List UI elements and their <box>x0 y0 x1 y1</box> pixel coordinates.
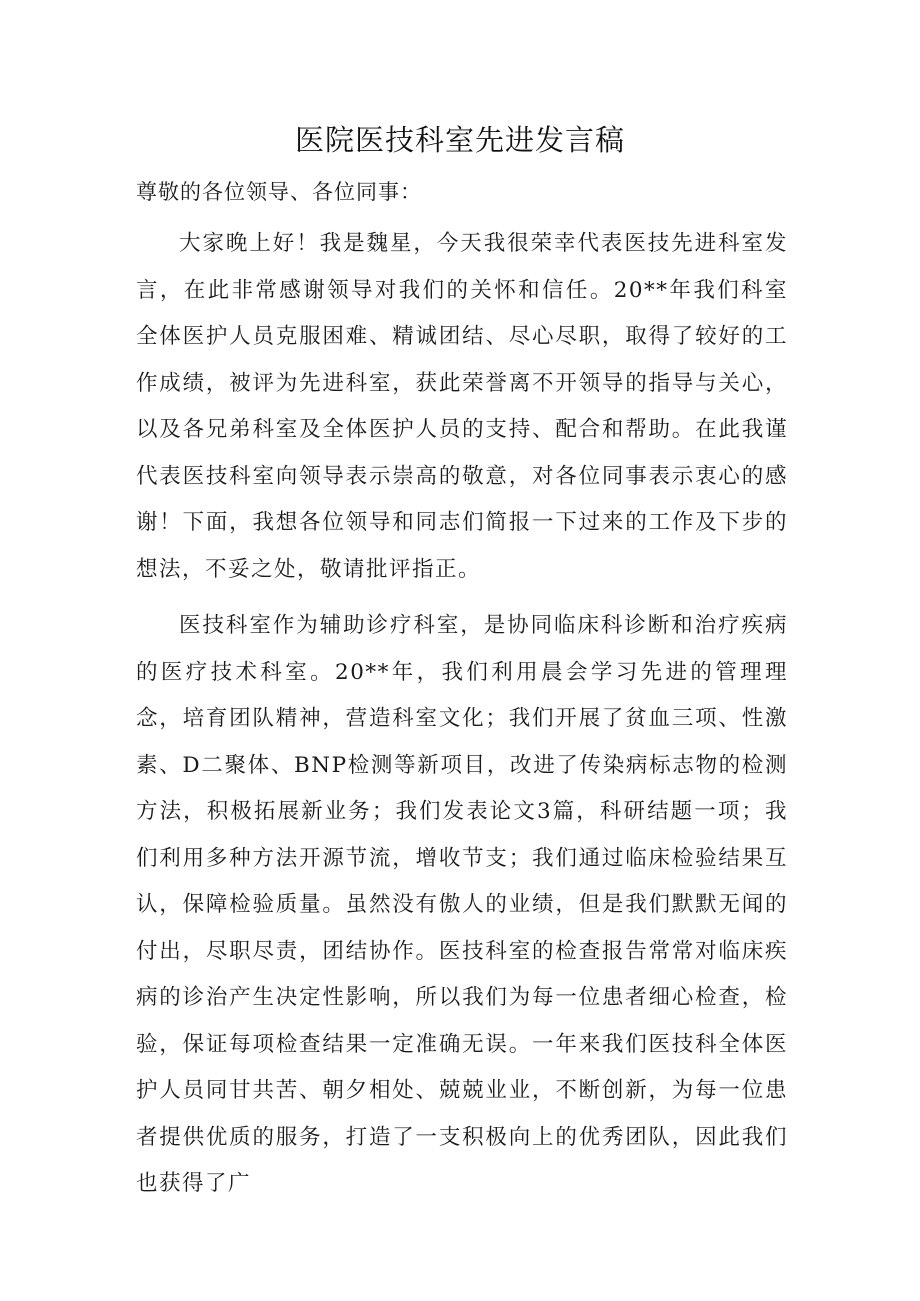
paragraph-1: 大家晚上好！我是魏星，今天我很荣幸代表医技先进科室发言，在此非常感谢领导对我们的关怀和信任。20**年我们科室全体医护人员克服困难、精诚团结、尽心尽职，取得了较好的工作成绩，被评为先进科室，获此荣誉离不开领导的指导与关心，以及各兄弟科室及全体医护人员的支持、配合和帮助。在此我谨代表医技科室向领导表示崇高的敬意，对各位同事表示衷心的感谢！下面，我想各位领导和同志们简报一下过来的工作及下步的想法，不妥之处，敬请批评指正。 <box>136 231 788 582</box>
salutation: 尊敬的各位领导、各位同事： <box>136 180 422 204</box>
document-title: 医院医技科室先进发言稿 <box>294 123 625 157</box>
paragraph-2: 医技科室作为辅助诊疗科室，是协同临床科诊断和治疗疾病的医疗技术科室。20**年，我们利用晨会学习先进的管理理念，培育团队精神，营造科室文化；我们开展了贫血三项、性激素、D二聚体、BNP检测等新项目，改进了传染病标志物的检测方法，积极拓展新业务；我们发表论文3篇，科研结题一项；我们利用多种方法开源节流，增收节支；我们通过临床检验结果互认，保障检验质量。虽然没有傲人的业绩，但是我们默默无闻的付出，尽职尽责，团结协作。医技科室的检查报告常常对临床疾病的诊治产生决定性影响，所以我们为每一位患者细心检查，检验，保证每项检查结果一定准确无误。一年来我们医技科全体医护人员同甘共苦、朝夕相处、兢兢业业，不断创新，为每一位患者提供优质的服务，打造了一支积极向上的优秀团队，因此我们也获得了广 <box>136 613 788 1196</box>
